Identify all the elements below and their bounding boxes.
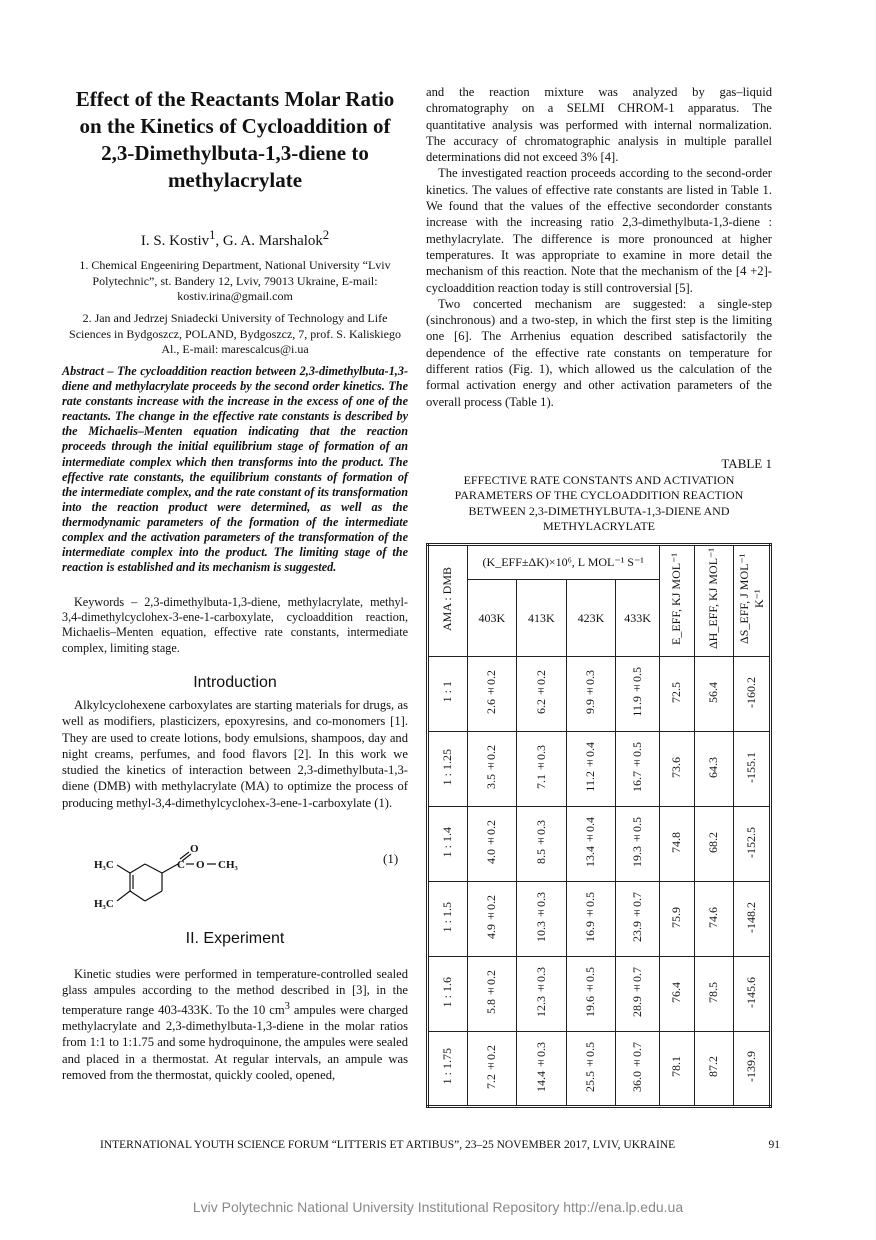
cell-ratio — [428, 1032, 468, 1107]
cell-k-413-text: 14.4±0.3 — [533, 1041, 548, 1092]
results-table — [426, 543, 772, 1108]
cell-ds-eff — [734, 807, 771, 882]
cell-k-403-text: 2.6±0.2 — [484, 670, 499, 714]
cell-k-423-text: 13.4±0.4 — [583, 817, 598, 867]
cell-ratio-text: 1 : 1 — [440, 681, 455, 703]
cell-e-eff-text: 78.1 — [669, 1056, 684, 1077]
cell-k-413-text: 6.2±0.2 — [533, 670, 548, 714]
cell-dh-eff — [694, 732, 734, 807]
cell-e-eff-text: 74.8 — [669, 831, 684, 853]
page-number: 91 — [768, 1139, 780, 1151]
cell-ds-eff — [734, 957, 771, 1032]
cell-k-403 — [467, 882, 517, 957]
cell-dh-eff-text: 68.2 — [706, 831, 721, 853]
footer — [100, 1139, 780, 1151]
header-ds-text: ΔS_EFF, J MOL⁻¹ K⁻¹ — [736, 553, 766, 645]
cell-dh-eff-text: 74.6 — [706, 906, 721, 928]
header-ratio-text: AMA : DMB — [440, 566, 455, 631]
cell-e-eff — [659, 807, 694, 882]
cell-dh-eff-text: 87.2 — [706, 1056, 721, 1077]
cell-ds-eff-text: -155.1 — [744, 751, 759, 783]
cell-k-433-text: 11.9±0.5 — [630, 667, 645, 717]
cell-dh-eff — [694, 1032, 734, 1107]
cell-k-423-text: 19.6±0.5 — [583, 967, 598, 1017]
exp-text-a: Kinetic studies were performed in temperature-controlled sealed glass ampules according to the method described in [3], in the temperature range 403-433K. To the 10 cm — [62, 967, 408, 1017]
cell-k-403-text: 4.0±0.2 — [484, 820, 499, 864]
abstract: Abstract – The cycloaddition reaction between 2,3-dimethylbuta-1,3-diene and methylacrylate proceeds by the second order kinetics. The rate constants increase with the increase in the excess of one of the reactants. The change in the effective rate constants is described by the Michaelis–Menten equation indicating that the reaction proceeds through the initial equilibrium stage of formation of an intermediate complex which then transforms into the product. The effective rate constants, the equilibrium constants of formation of the intermediate complex, and the rate constant of its transformation into the reaction product were determined, as well as the thermodynamic parameters of the formation of the intermediate complex and the activation parameters of the transformation of the intermediate complex into the product. The limiting stage of the reaction is established and its mechanism is suggested. — [62, 364, 408, 575]
cell-k-423 — [566, 882, 616, 957]
cell-k-433 — [616, 657, 660, 732]
cell-e-eff-text: 72.5 — [669, 681, 684, 703]
author-2-affil: 2 — [322, 228, 330, 242]
cell-k-423 — [566, 732, 616, 807]
paragraph-1: and the reaction mixture was analyzed by gas–liquid chromatography on a SELMI CHROM-1 apparatus. The quantitative analysis was performed with internal normalization. The accuracy of chromatographic analysis in multiple parallel determinations did not exceed 3% [4]. — [426, 85, 772, 165]
exp-text-b: ampules were charged methylacrylate and 2,3-dimethylbuta-1,3-diene in the molar ratios from 1:1 to 1:1.75 and some hydroquinone, the ampules were sealed and placed in a thermostat. At regular intervals, an ampule was removed from the thermostat, quickly cooled, opened, — [62, 1002, 408, 1082]
cell-e-eff — [659, 732, 694, 807]
cell-k-413-text: 12.3±0.3 — [533, 967, 548, 1017]
cell-k-403-text: 3.5±0.2 — [484, 745, 499, 789]
cell-e-eff — [659, 657, 694, 732]
cell-k-433-text: 36.0±0.7 — [630, 1041, 645, 1092]
cell-k-413 — [517, 1032, 567, 1107]
cell-k-423-text: 16.9±0.5 — [583, 892, 598, 942]
cell-ds-eff-text: -160.2 — [744, 676, 759, 708]
authors — [62, 228, 408, 250]
author-1: I. S. Kostiv — [140, 233, 210, 249]
table-caption: EFFECTIVE RATE CONSTANTS AND ACTIVATION PARAMETERS OF THE CYCLOADDITION REACTION BETWEEN 2,3-DIMETHYLBUTA-1,3-DIENE AND METHYLACRYLATE — [454, 473, 744, 533]
cell-k-403 — [467, 657, 517, 732]
cell-k-433-text: 19.3±0.5 — [630, 817, 645, 867]
header-k — [467, 545, 659, 580]
chemical-structure — [90, 838, 260, 918]
temp-header: 423K — [566, 580, 616, 657]
cell-k-423-text: 11.2±0.4 — [583, 742, 598, 792]
cell-ds-eff — [734, 1032, 771, 1107]
header-k-text: (K_EFF±ΔK)×10⁶, L MOL⁻¹ S⁻¹ — [482, 555, 644, 569]
author-sep: , — [215, 233, 223, 249]
table-row — [428, 882, 771, 957]
header-dh — [694, 545, 734, 657]
exp-sup: 3 — [284, 1000, 290, 1012]
cell-k-413 — [517, 807, 567, 882]
footer-text: INTERNATIONAL YOUTH SCIENCE FORUM “LITTERIS ET ARTIBUS”, 23–25 NOVEMBER 2017, LVIV, UKRAINE — [100, 1139, 676, 1151]
table-row — [428, 732, 771, 807]
affiliation-2: 2. Jan and Jedrzej Sniadecki University of Technology and Life Sciences in Bydgoszcz, POLAND, Bydgoszcz, 7, prof. S. Kaliskiego Al., E-mail: marescalcus@i.ua — [69, 311, 401, 356]
cell-k-413 — [517, 882, 567, 957]
cell-dh-eff-text: 56.4 — [706, 681, 721, 703]
cell-k-433 — [616, 882, 660, 957]
cell-e-eff-text: 75.9 — [669, 906, 684, 928]
cell-e-eff — [659, 1032, 694, 1107]
cell-k-403-text: 5.8±0.2 — [484, 970, 499, 1014]
table-row — [428, 1032, 771, 1107]
cell-k-423 — [566, 1032, 616, 1107]
temp-header: 403K — [467, 580, 517, 657]
h3c-bottom: H₃C — [94, 898, 114, 910]
cell-ds-eff-text: -139.9 — [744, 1051, 759, 1082]
cell-k-413-text: 10.3±0.3 — [533, 892, 548, 942]
cell-k-413-text: 8.5±0.3 — [533, 820, 548, 864]
cell-dh-eff — [694, 807, 734, 882]
table-row — [428, 657, 771, 732]
carbon-label: C — [177, 859, 185, 871]
cell-e-eff — [659, 957, 694, 1032]
cell-k-433 — [616, 957, 660, 1032]
cell-ratio-text: 1 : 1.6 — [440, 976, 455, 1008]
cell-ds-eff — [734, 882, 771, 957]
repository-note: Lviv Polytechnic National University Institutional Repository http://ena.lp.edu.ua — [192, 1199, 684, 1215]
temp-header: 433K — [616, 580, 660, 657]
affiliation-1: 1. Chemical Engeeniring Department, National University “Lviv Polytechnic”, st. Bandery 12, Lviv, 79013 Ukraine, E-mail: kostiv.irina@gmail.com — [79, 258, 391, 303]
header-e-text: E_EFF, KJ MOL⁻¹ — [669, 553, 684, 645]
cell-k-423-text: 9.9±0.3 — [583, 670, 598, 714]
h3c-top: H₃C — [94, 859, 114, 871]
oxygen-double: O — [190, 843, 199, 855]
cell-k-403 — [467, 807, 517, 882]
header-ratio — [428, 545, 468, 657]
temp-header: 413K — [517, 580, 567, 657]
cell-k-403-text: 4.9±0.2 — [484, 895, 499, 939]
table-row — [428, 807, 771, 882]
header-ds — [734, 545, 771, 657]
cell-dh-eff-text: 64.3 — [706, 756, 721, 778]
cell-dh-eff — [694, 657, 734, 732]
cell-dh-eff — [694, 957, 734, 1032]
cell-k-423-text: 25.5±0.5 — [583, 1041, 598, 1092]
cell-k-413 — [517, 957, 567, 1032]
oxygen-label: O — [196, 859, 205, 871]
table-label: TABLE 1 — [721, 456, 772, 471]
cell-ds-eff — [734, 657, 771, 732]
paragraph-3: Two concerted mechanism are suggested: a single-step (sinchronous) and a two-step, in which the first step is the limiting one [6]. The Arrhenius equation described satisfactorily the dependence of the effective rate constants on temperature for different ratios (Fig. 1), which allowed us the calculation of the formal activation energy and other activation parameters of the overall process (Table 1). — [426, 296, 772, 409]
ch3-label: CH₃ — [218, 859, 238, 871]
experiment-text — [62, 966, 408, 1083]
cell-ds-eff-text: -152.5 — [744, 826, 759, 858]
author-1-affil: 1 — [209, 228, 216, 242]
cell-k-403 — [467, 732, 517, 807]
cell-k-433-text: 16.7±0.5 — [630, 742, 645, 792]
paragraph-2: The investigated reaction proceeds according to the second-order kinetics. The values of effective rate constants are listed in Table 1. We found that the values of the effective secondorder constants increase with the increasing ratio 2,3-dimethylbuta-1,3-diene : methylacrylate. The difference is more pronounced at higher temperatures. It was appropriate to examine in more detail the mechanism of this reaction. Note that the mechanism of the [4 +2]-cycloaddition reaction today is still controversial [5]. — [426, 166, 772, 295]
intro-heading: Introduction — [193, 674, 277, 691]
cell-ds-eff-text: -145.6 — [744, 976, 759, 1008]
experiment-heading: II. Experiment — [185, 930, 285, 947]
cell-e-eff-text: 76.4 — [669, 981, 684, 1003]
cell-k-413-text: 7.1±0.3 — [533, 745, 548, 789]
cell-ratio-text: 1 : 1.5 — [440, 901, 455, 933]
cell-k-403 — [467, 957, 517, 1032]
cell-ratio — [428, 957, 468, 1032]
intro-paragraph: Alkylcyclohexene carboxylates are starting materials for drugs, as well as modifiers, plasticizers, epoxyresins, and co-monomers [1]. They are used to create lotions, body emulsions, shampoos, day and night creams, perfumes, and food flavors [2]. In this work we studied the kinetics of interaction between 2,3-dimethylbuta-1,3-diene (DMB) with methylacrylate (MA) to optimize the process of producing methyl-3,4-dimethylcyclohex-3-ene-1-carboxylate (1). — [62, 698, 408, 810]
cell-ratio — [428, 657, 468, 732]
cell-e-eff-text: 73.6 — [669, 756, 684, 778]
cell-ratio — [428, 882, 468, 957]
intro-text — [62, 697, 408, 811]
author-2: G. A. Marshalok — [222, 233, 323, 249]
cell-ratio-text: 1 : 1.75 — [440, 1048, 455, 1085]
cell-ds-eff — [734, 732, 771, 807]
header-dh-text: ΔH_EFF, KJ MOL⁻¹ — [706, 548, 721, 650]
cell-ratio-text: 1 : 1.25 — [440, 748, 455, 786]
cell-ratio — [428, 732, 468, 807]
cell-k-433-text: 28.9±0.7 — [630, 967, 645, 1017]
cell-k-413 — [517, 732, 567, 807]
cell-ds-eff-text: -148.2 — [744, 901, 759, 933]
cell-k-433 — [616, 732, 660, 807]
cell-k-433 — [616, 807, 660, 882]
cell-k-423 — [566, 957, 616, 1032]
cell-dh-eff-text: 78.5 — [706, 981, 721, 1003]
cell-k-413 — [517, 657, 567, 732]
cell-k-403-text: 7.2±0.2 — [484, 1044, 499, 1089]
cell-k-423 — [566, 807, 616, 882]
cell-ratio — [428, 807, 468, 882]
equation-number: (1) — [383, 851, 399, 866]
cell-k-433-text: 23.9±0.7 — [630, 892, 645, 942]
cell-e-eff — [659, 882, 694, 957]
header-e — [659, 545, 694, 657]
right-column-text — [426, 84, 772, 410]
cell-k-403 — [467, 1032, 517, 1107]
cell-k-433 — [616, 1032, 660, 1107]
cell-dh-eff — [694, 882, 734, 957]
table-row — [428, 957, 771, 1032]
cell-k-423 — [566, 657, 616, 732]
cell-ratio-text: 1 : 1.4 — [440, 826, 455, 858]
paper-title: Effect of the Reactants Molar Ratio on the Kinetics of Cycloaddition of 2,3-Dimethylbuta-1,3-diene to methylacrylate — [75, 87, 395, 192]
keywords: Keywords – 2,3-dimethylbuta-1,3-diene, methylacrylate, methyl-3,4-dimethylcyclohex-3-ene-1-carboxylate, cycloaddition reaction, Michaelis–Menten equation, effective rate constants, intermediate complex, limiting stage. — [62, 595, 408, 655]
